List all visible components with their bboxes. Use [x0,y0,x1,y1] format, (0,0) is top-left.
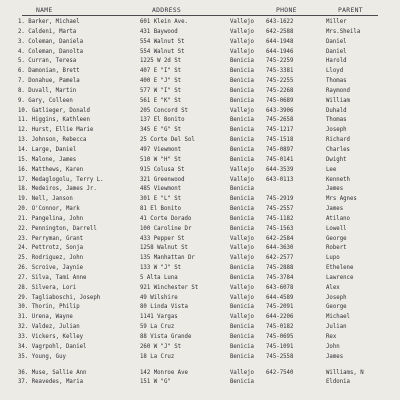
phone-number: 644-1946 [266,48,294,55]
city: Benicia [230,186,254,193]
phone-number: 643-3906 [266,107,294,114]
student-name: 28. Silvera, Lori [18,284,77,291]
city: Benicia [230,156,254,163]
roster-row [0,215,400,225]
roster-row [0,313,400,323]
student-name: 9. Gary, Colleen [18,97,73,104]
parent-name: Dwight [326,156,347,163]
phone-number: 643-1622 [266,19,294,25]
parent-name: Eldonia [326,379,350,386]
roster-row [0,107,400,117]
phone-number: 745-2255 [266,78,294,85]
parent-name: Julian [326,324,347,331]
parent-name: Mrs Agnes [326,196,357,203]
student-name: 27. Silva, Tami Anne [18,274,87,281]
city: Vallejo [230,176,254,183]
city: Vallejo [230,19,254,25]
city: Benicia [230,97,254,104]
student-name: 20. O'Connor, Mark [18,206,80,213]
city: Vallejo [230,28,254,35]
roster-row [0,333,400,343]
city: Benicia [230,78,254,85]
street-address: 915 Colusa St [140,166,185,173]
student-name: 17. Medaglogolu, Terry L. [18,176,104,183]
city: Benicia [230,353,254,360]
parent-name: John [326,343,340,350]
street-address: 601 Klein Ave. [140,19,188,25]
parent-name: Duhald [326,107,347,114]
column-header-parent: PARENT [338,6,363,14]
city: Vallejo [230,255,254,262]
student-name: 4. Coleman, Danolta [18,48,84,55]
city: Benicia [230,304,254,311]
city: Vallejo [230,314,254,321]
parent-name: George [326,304,347,311]
parent-name: Joseph [326,127,347,134]
parent-name: Thomas [326,117,347,124]
phone-number: 644-2206 [266,314,294,321]
city: Benicia [230,87,254,94]
student-name: 16. Matthews, Karen [18,166,84,173]
street-address: 554 Walnut St [140,38,185,45]
city: Vallejo [230,245,254,252]
student-name: 33. Vickers, Kelley [18,334,84,340]
student-name: 24. Pettrotz, Sonja [18,245,84,252]
roster-row [0,28,400,38]
student-name: 3. Coleman, Daniela [18,38,84,45]
city: Benicia [230,265,254,272]
street-address: 133 W "J" St [140,265,182,272]
phone-number: 745-0689 [266,97,294,104]
student-name: 6. Damonian, Brett [18,68,80,75]
roster-row [0,87,400,97]
roster-row [0,294,400,304]
roster-row [0,274,400,284]
phone-number: 642-7540 [266,369,294,376]
phone-number: 745-3784 [266,274,294,281]
roster-row [0,126,400,136]
student-name: 19. Nell, Janson [18,196,73,203]
city: Vallejo [230,294,254,301]
roster-row [0,244,400,254]
roster-row [0,205,400,215]
roster-row [0,378,400,388]
student-name: 11. Higgins, Kathleen [18,117,90,124]
roster-row [0,77,400,87]
parent-name: William [326,97,350,104]
parent-name: Thomas [326,78,347,85]
phone-number: 745-0695 [266,334,294,340]
city: Benicia [230,58,254,65]
street-address: 18 La Cruz [140,353,175,360]
student-name: 30. Thorin, Philip [18,304,80,311]
parent-name: Richard [326,137,350,144]
street-address: 41 Corte Dorado [140,215,192,222]
parent-name: Williams, N [326,369,364,376]
roster-row [0,176,400,186]
street-address: 561 E "K" St [140,97,182,104]
student-name: 32. Valdez, Julian [18,324,80,331]
parent-name: Joseph [326,294,347,301]
student-name: 18. Medeiros, James Jr. [18,186,97,193]
city: Benicia [230,196,254,203]
city: Vallejo [230,107,254,114]
street-address: 100 Caroline Dr [140,225,192,232]
phone-number: 745-0897 [266,146,294,153]
street-address: 151 W "G" [140,379,171,386]
roster-row [0,225,400,235]
roster-row [0,48,400,58]
roster-row [0,254,400,264]
student-name: 1. Barker, Michael [18,19,80,25]
parent-name: Alex [326,284,340,291]
roster-list [0,18,400,388]
parent-name: Mrs.Sheila [326,28,361,35]
student-name: 34. Vagrpohl, Daniel [18,343,87,350]
roster-row [0,303,400,313]
phone-number: 745-2888 [266,265,294,272]
city: Vallejo [230,38,254,45]
parent-name: James [326,186,344,193]
street-address: 407 E "I" St [140,68,182,75]
student-name: 8. Duvall, Martin [18,87,77,94]
phone-number: 745-2259 [266,58,294,65]
parent-name: Harold [326,58,347,65]
street-address: 88 Vista Grande [140,334,192,340]
phone-number: 643-0113 [266,176,294,183]
phone-number: 644-3539 [266,166,294,173]
street-address: 59 La Cruz [140,324,175,331]
phone-number: 745-2558 [266,353,294,360]
street-address: 554 Walnut St [140,48,185,55]
student-name: 14. Large, Daniel [18,146,77,153]
city: Benicia [230,334,254,340]
roster-row [0,116,400,126]
street-address: 1225 W 2d St [140,58,182,65]
street-address: 301 E "L" St [140,196,182,203]
phone-number: 745-1563 [266,225,294,232]
city: Benicia [230,127,254,134]
city: Benicia [230,117,254,124]
parent-name: Atilano [326,215,350,222]
roster-row [0,67,400,77]
parent-name: Lloyd [326,68,344,75]
student-name: 13. Johnson, Rebecca [18,137,87,144]
city: Benicia [230,68,254,75]
phone-number: 644-1948 [266,38,294,45]
parent-name: Raymond [326,87,350,94]
roster-row [0,38,400,48]
city: Benicia [230,379,254,386]
column-header-address: ADDRESS [152,6,182,14]
phone-number: 745-2919 [266,196,294,203]
student-name: 37. Reavedes, Maria [18,379,84,386]
student-name: 5. Curran, Teresa [18,58,77,65]
roster-row [0,166,400,176]
parent-name: Lupo [326,255,340,262]
street-address: 921 Winchester St [140,284,199,291]
street-address: 431 Baywood [140,28,178,35]
column-header-row [0,0,400,16]
roster-row [0,136,400,146]
parent-name: Lee [326,166,337,173]
parent-name: Ethelene [326,265,354,272]
city: Benicia [230,146,254,153]
roster-row [0,284,400,294]
street-address: 142 Monroe Ave [140,369,188,376]
parent-name: Charles [326,146,350,153]
phone-number: 642-2588 [266,28,294,35]
street-address: 1258 Walnut St [140,245,188,252]
parent-name: Daniel [326,38,347,45]
parent-name: James [326,353,344,360]
student-name: 36. Muse, Sallie Ann [18,369,87,376]
phone-number: 745-2268 [266,87,294,94]
city: Vallejo [230,235,254,242]
student-name: 10. Gatlieger, Donald [18,107,90,114]
phone-number: 745-0141 [266,156,294,163]
street-address: 485 Viewmont [140,186,182,193]
street-address: 1141 Vargas [140,314,178,321]
student-name: 2. Caldeni, Marta [18,28,77,35]
student-name: 22. Pennington, Darrell [18,225,97,232]
street-address: 400 E "J" St [140,78,182,85]
phone-number: 642-2577 [266,255,294,262]
phone-number: 643-6078 [266,284,294,291]
roster-row [0,185,400,195]
parent-name: Robert [326,245,347,252]
phone-number: 745-2557 [266,206,294,213]
phone-number: 745-2091 [266,304,294,311]
student-name: 35. Young, Guy [18,353,66,360]
street-address: 5 Alta Luna [140,274,178,281]
roster-row [0,156,400,166]
street-address: 205 Concord St [140,107,188,114]
parent-name: Rex [326,334,337,340]
street-address: 135 Manhattan Dr [140,255,195,262]
roster-row [0,264,400,274]
parent-name: Miller [326,19,347,25]
student-name: 26. Scroive, Jaynie [18,265,84,272]
phone-number: 745-3381 [266,68,294,75]
city: Vallejo [230,369,254,376]
student-name: 25. Rodriguez, John [18,255,84,262]
roster-row [0,97,400,107]
city: Vallejo [230,284,254,291]
parent-name: Lowell [326,225,347,232]
phone-number: 745-1518 [266,137,294,144]
roster-row [0,369,400,379]
parent-name: Kenneth [326,176,350,183]
column-header-phone: PHONE [276,6,297,14]
roster-row [0,353,400,363]
phone-number: 745-2658 [266,117,294,124]
city: Benicia [230,324,254,331]
column-header-name: NAME [36,6,53,14]
roster-row [0,343,400,353]
phone-number: 745-1091 [266,343,294,350]
phone-number: 644-4589 [266,294,294,301]
street-address: 25 Corte Del Sol [140,137,195,144]
roster-row [0,195,400,205]
roster-row [0,146,400,156]
city: Vallejo [230,48,254,55]
phone-number: 745-0182 [266,324,294,331]
phone-number: 745-1182 [266,215,294,222]
street-address: 49 Wilshire [140,294,178,301]
student-name: 29. Tagliaboschi, Joseph [18,294,101,301]
phone-number: 745-1217 [266,127,294,134]
parent-name: Michael [326,314,350,321]
city: Benicia [230,137,254,144]
street-address: 321 Greenwood [140,176,185,183]
city: Benicia [230,343,254,350]
street-address: 510 W "H" St [140,156,182,163]
phone-number: 642-2584 [266,235,294,242]
student-name: 23. Perryman, Grant [18,235,84,242]
street-address: 345 E "G" St [140,127,182,134]
student-name: 7. Donahue, Pamela [18,78,80,85]
city: Benicia [230,206,254,213]
street-address: 81 El Bonito [140,206,182,213]
city: Benicia [230,215,254,222]
roster-row [0,235,400,245]
parent-name: James [326,206,344,213]
street-address: 433 Pepper St [140,235,185,242]
header-underline [22,15,378,16]
city: Vallejo [230,166,254,173]
parent-name: Daniel [326,48,347,55]
city: Benicia [230,274,254,281]
student-name: 31. Urena, Wayne [18,314,73,321]
parent-name: Lawrence [326,274,354,281]
phone-number: 644-3630 [266,245,294,252]
street-address: 577 W "I" St [140,87,182,94]
roster-row [0,323,400,333]
street-address: 260 W "J" St [140,343,182,350]
roster-row [0,18,400,28]
street-address: 80 Linda Vista [140,304,188,311]
student-name: 21. Pangelina, John [18,215,84,222]
student-name: 15. Malone, James [18,156,77,163]
roster-row [0,57,400,67]
city: Benicia [230,225,254,232]
parent-name: George [326,235,347,242]
street-address: 137 El Bonito [140,117,185,124]
student-name: 12. Hurst, Ellie Marie [18,127,94,134]
street-address: 497 Viewmont [140,146,182,153]
